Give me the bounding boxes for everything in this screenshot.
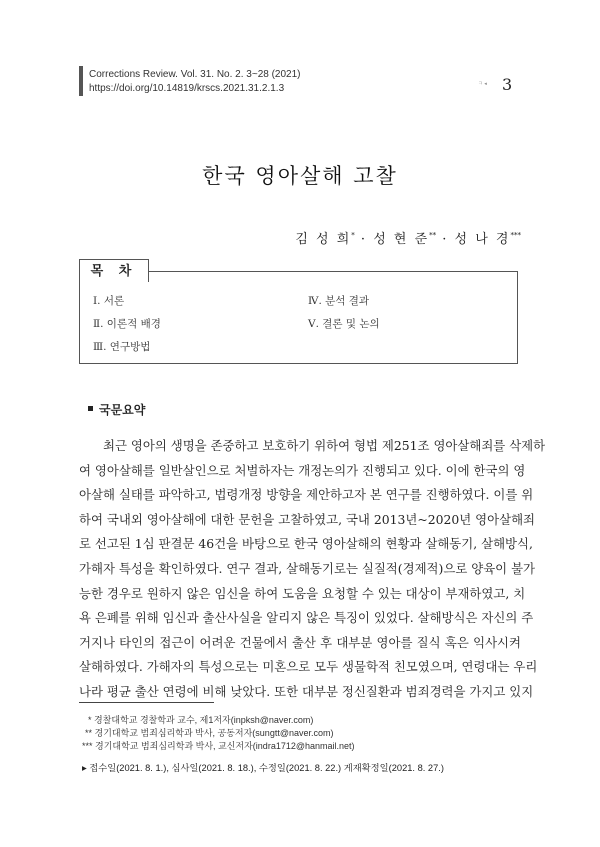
footnote: *** 경기대학교 범죄심리학과 박사, 교신저자(indra1712@hanmail.net) (82, 741, 355, 751)
abstract-line: 가해자 특성을 확인하였다. 연구 결과, 살해동기로는 실질적(경제적)으로 양육이 불가 (79, 560, 536, 576)
abstract-line: 여 영아살해를 일반살인으로 처벌하자는 개정논의가 진행되고 있다. 이에 한국의 영 (79, 462, 526, 478)
abstract-line: 욕 은폐를 위해 임신과 출산사실을 알리지 않은 특징이 있었다. 살해방식은 자신의 주 (79, 610, 534, 626)
footnote: * 경찰대학교 경찰학과 교수, 제1저자(inpksh@naver.com) (88, 715, 314, 725)
abstract-line: 살해하였다. 가해자의 특성으로는 미혼으로 모두 생물학적 친모였으며, 연령대는 우리 (79, 659, 538, 675)
doi-link[interactable]: https://doi.org/10.14819/krscs.2021.31.2.1.3 (89, 83, 285, 94)
journal-header (89, 68, 301, 96)
abstract-line: 로 선고된 1심 판결문 46건을 바탕으로 한국 영아살해의 현황과 살해동기, 살해방식, (79, 536, 533, 552)
journal-citation: Corrections Review. Vol. 31. No. 2. 3~28 (2021) (89, 69, 301, 80)
author-2-mark: ** (429, 231, 437, 240)
author-separator: · (354, 232, 374, 247)
toc-label: 목 차 (90, 263, 138, 278)
toc-item[interactable]: Ⅰ. 서론 (93, 295, 125, 307)
header-mark: ㅋ ◂ (478, 81, 487, 87)
author-2: 성 현 준 (373, 232, 430, 247)
page-number: 3 (502, 75, 513, 94)
author-3-mark: *** (510, 231, 521, 240)
abstract-body (79, 434, 546, 705)
toc-item[interactable]: Ⅳ. 분석 결과 (308, 295, 370, 307)
article-title: 한국 영아살해 고찰 (202, 164, 398, 188)
author-separator: · (436, 232, 455, 247)
toc-item[interactable]: Ⅴ. 결론 및 논의 (308, 318, 380, 330)
toc-item[interactable]: Ⅱ. 이론적 배경 (93, 318, 161, 330)
toc-item[interactable]: Ⅲ. 연구방법 (93, 341, 151, 353)
abstract-line: 하여 국내외 영아살해에 대한 문헌을 고찰하였고, 국내 2013년~2020년 영아살해죄 (79, 511, 536, 527)
toc-label-tab (79, 259, 149, 282)
abstract-heading (88, 401, 145, 418)
abstract-line: 최근 영아의 생명을 존중하고 보호하기 위하여 형법 제251조 영아살해죄를 삭제하 (103, 438, 546, 453)
footnote: ** 경기대학교 범죄심리학과 박사, 공동저자(sungtt@naver.com) (85, 728, 334, 738)
submission-dates: ▸ 접수일(2021. 8. 1.), 심사일(2021. 8. 18.), 수정일(2021. 8. 22.) 게재확정일(2021. 8. 27.) (82, 763, 444, 773)
author-1-mark: * (351, 231, 355, 240)
author-line (295, 228, 521, 247)
abstract-line: 나라 평균 출산 연령에 비해 낮았다. 또한 대부분 정신질환과 범죄경력을 가지고 있지 (79, 683, 534, 699)
abstract-heading-text: 국문요약 (99, 403, 146, 417)
header-rule (79, 66, 83, 96)
author-3: 성 나 경 (454, 232, 511, 247)
square-bullet-icon (88, 406, 93, 411)
abstract-line: 거지나 타인의 접근이 어려운 건물에서 출산 후 대부분 영아를 질식 혹은 익사시켜 (79, 634, 521, 650)
author-1: 김 성 희 (295, 232, 352, 247)
abstract-line: 능한 경우로 원하지 않은 임신을 하여 도움을 요청할 수 있는 대상이 부재하였고, 치 (79, 585, 526, 601)
abstract-line: 아살해 실태를 파악하고, 법령개정 방향을 제안하고자 본 연구를 진행하였다. 이를 위 (79, 487, 534, 503)
footnote-divider (79, 702, 214, 703)
